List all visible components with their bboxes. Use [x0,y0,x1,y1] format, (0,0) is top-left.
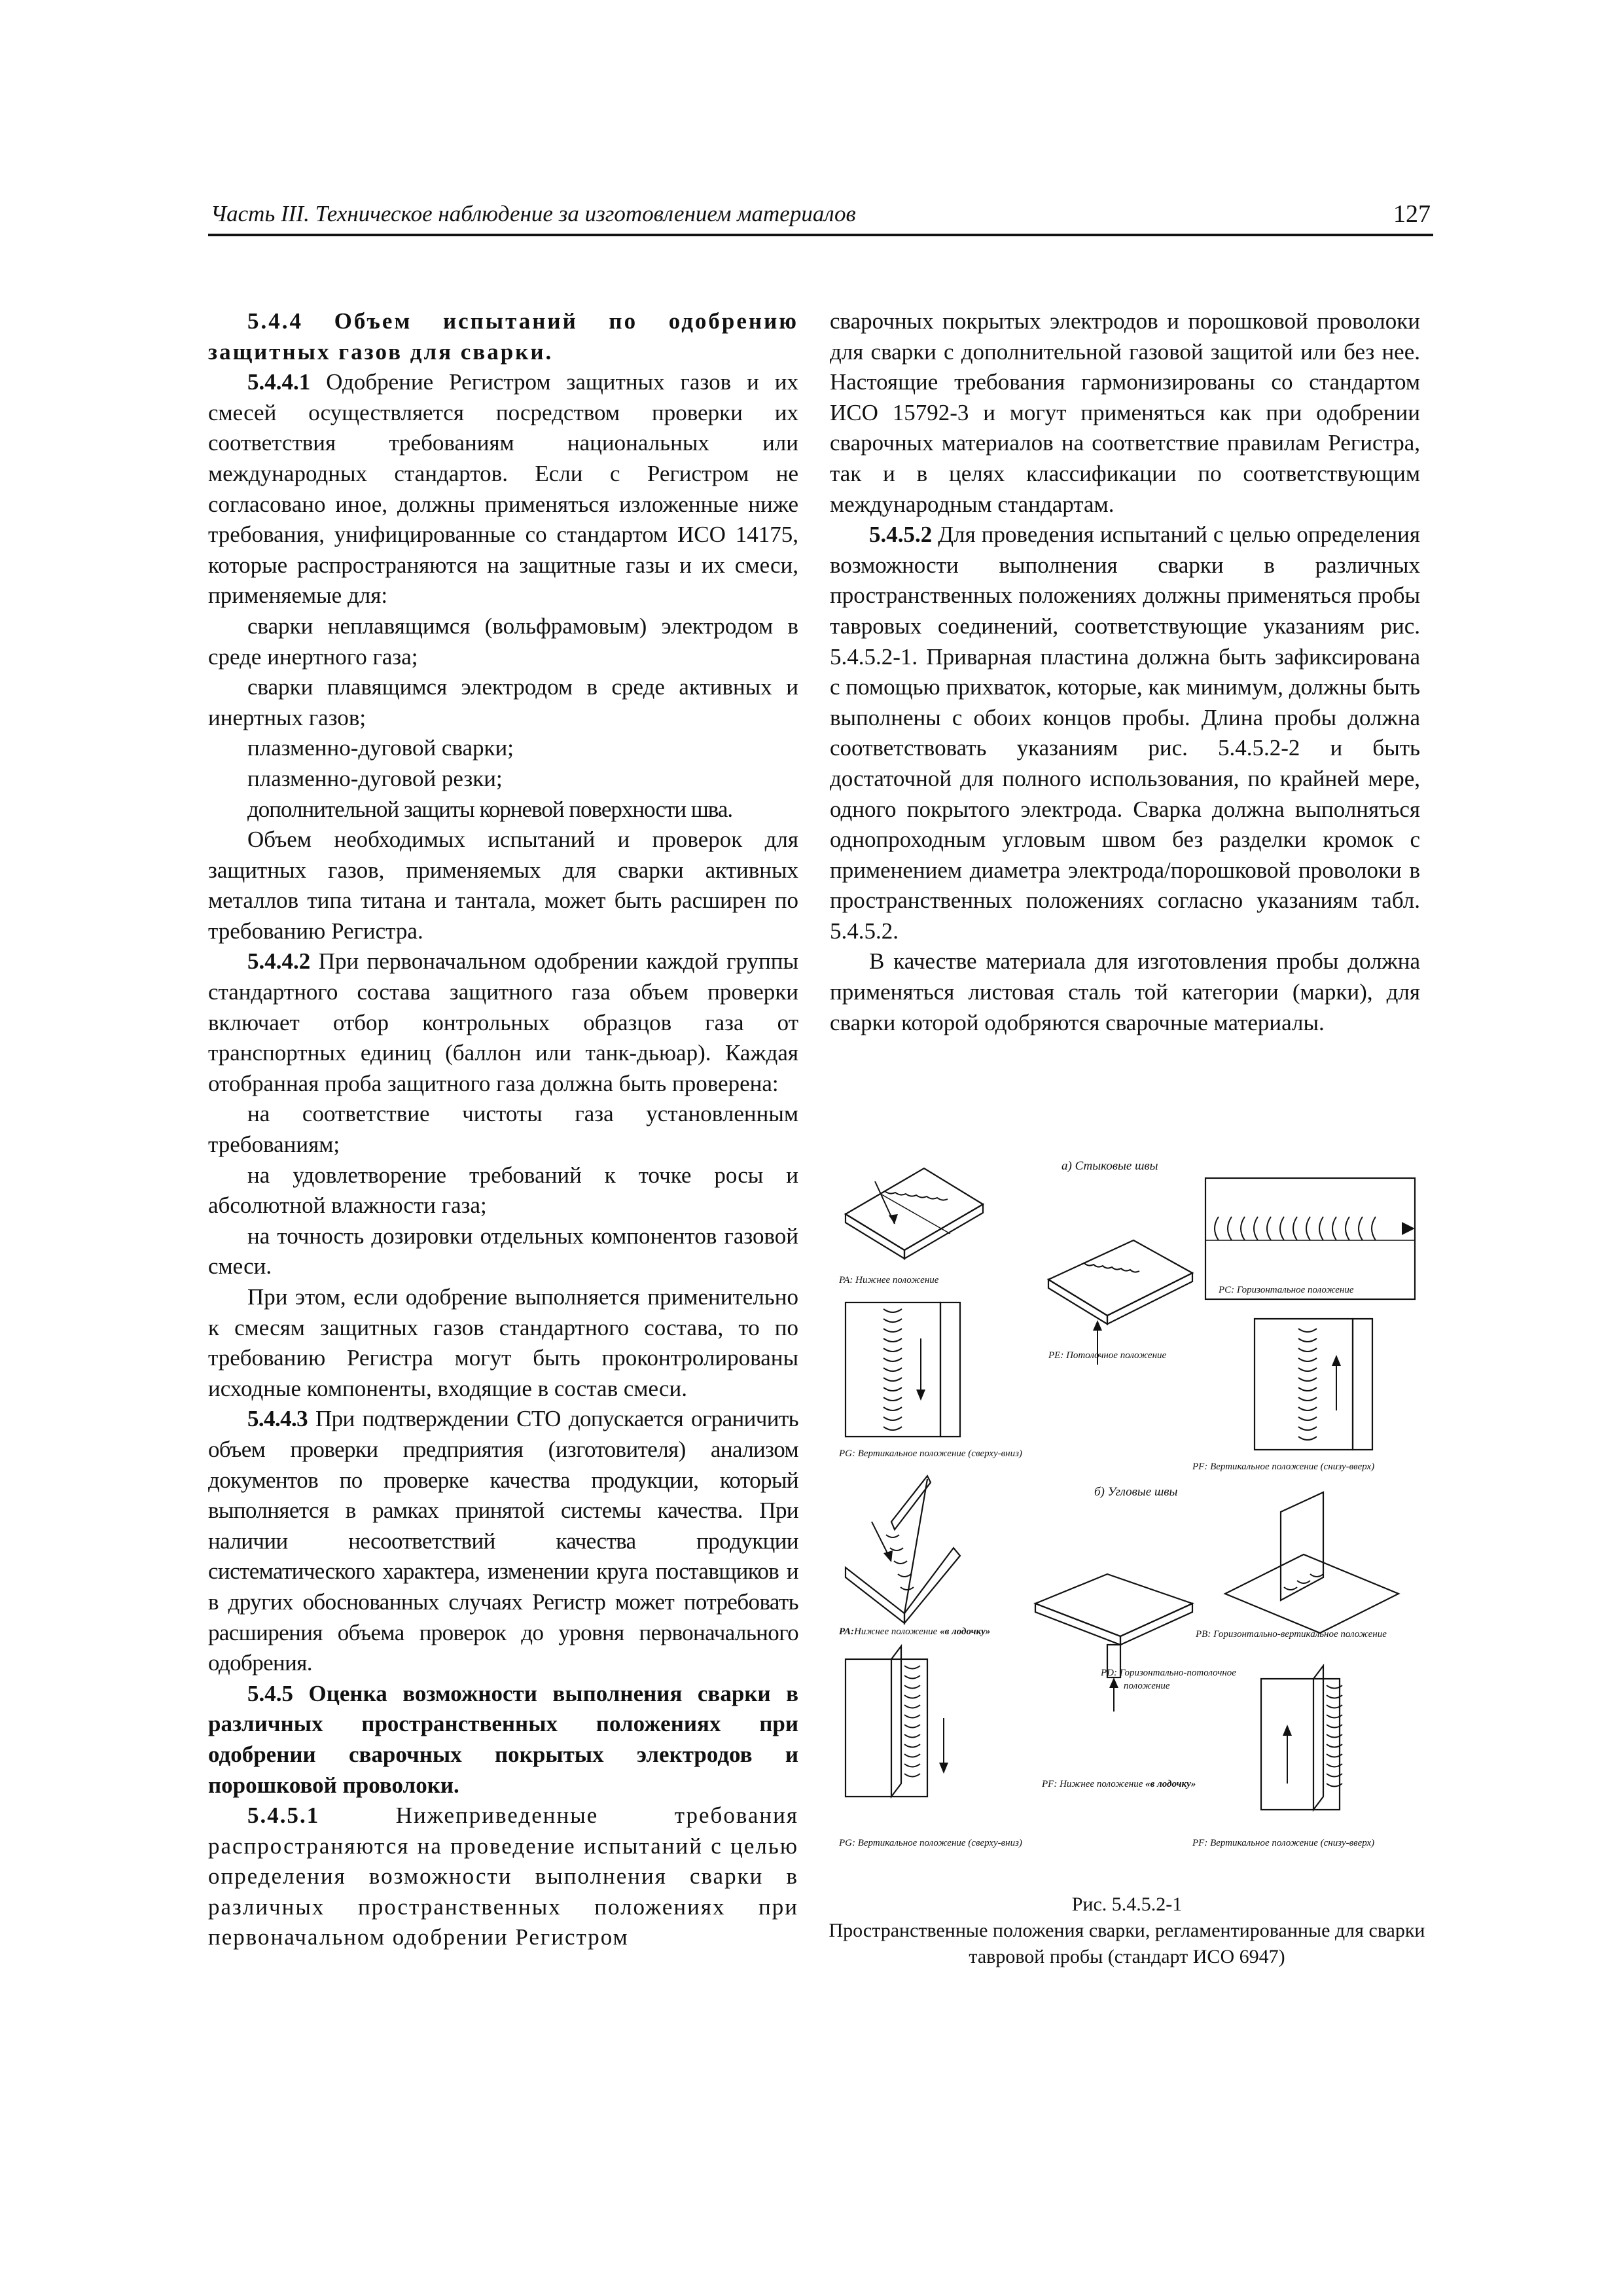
list-item: плазменно-дуговой резки; [247,765,503,791]
paragraph-5-4-4-1 [208,367,798,611]
label-pf-butt: PF: Вертикальное положение (снизу-вверх) [1192,1462,1375,1472]
paragraph-text: Нижеприведенные требования распространяются на проведение испытаний с целью определения возможности выполнения сварки в различных пространственных положениях при первоначальном одобрении Регистром [208,1803,798,1950]
paragraph: Объем необходимых испытаний и проверок для защитных газов, применяемых для сварки активных металлов типа титана и тантала, может быть расширен по требованию Регистра. [208,827,798,944]
clause-number: 5.4.5.1 [247,1803,320,1829]
list-item: сварки плавящимся электродом в среде активных и инертных газов; [208,674,798,730]
paragraph-text: Для проведения испытаний с целью определения возможности выполнения сварки в различных пространственных положениях должны применяться пробы тавровых соединений, соответствующие указаниям рис. 5.4.5.2-1. Приварная пластина должна быть зафиксирована с помощью прихваток, которые, как минимум, должны быть выполнены с обоих концов пробы. Длина пробы должна соответствовать указаниям рис. 5.4.5.2-2 и быть достаточной для полного использования, по крайней мере, одного покрытого электрода. Сварка должна выполняться однопроходным угловым швом без разделки кромок с применением диаметра электрода/порошковой проволоки в пространственных положениях согласно указаниям табл. 5.4.5.2. [830,522,1420,944]
running-header [208,200,1433,236]
left-column [208,306,798,1953]
welding-positions-figure [826,1142,1428,1882]
paragraph: При этом, если одобрение выполняется применительно к смесям защитных газов стандартного состава, то по требованию Регистра могут быть проконтролированы исходные компоненты, входящие в состав смеси. [208,1284,798,1401]
label-pf-fillet: PF: Вертикальное положение (снизу-вверх) [1192,1838,1375,1848]
pg-vertical-butt-sketch [846,1302,960,1437]
clause-number: 5.4.4.1 [247,369,311,395]
pb-horizontal-vertical-fillet-sketch [1225,1492,1399,1633]
figure-caption-text: Пространственные положения сварки, регламентированные для сварки тавровой пробы (стандарт ИСО 6947) [829,1920,1425,1967]
label-pa-fillet: PA:Нижнее положение «в лодочку» [839,1626,991,1637]
paragraph-5-4-4-3 [208,1404,798,1678]
paragraph-5-4-5-1 [208,1801,798,1953]
paragraph-text: При подтверждении СТО допускается ограничить объем проверки предприятия (изготовителя) анализом документов по проверке качества продукции, который выполняется в рамках принятой системы качества. При наличии несоответствий качества продукции систематического характера, изменении круга поставщиков и в других обоснованных случаях Регистр может потребовать расширения объема проверок до уровня первоначального одобрения. [208,1406,798,1676]
label-pd-fillet-2: положение [1124,1681,1170,1691]
list-item: сварки неплавящимся (вольфрамовым) электродом в среде инертного газа; [208,613,798,670]
right-column [830,306,1420,1038]
pc-horizontal-butt-sketch [1205,1178,1415,1299]
pe-overhead-butt-sketch [1048,1240,1192,1365]
pf-vertical-fillet-sketch [1261,1666,1342,1810]
paragraph-5-4-5-2 [830,520,1420,946]
clause-number: 5.4.4.3 [247,1406,308,1432]
list-item: на удовлетворение требований к точке росы и абсолютной влажности газа; [208,1162,798,1219]
pa-flat-butt-sketch [846,1168,983,1259]
label-pg-butt: PG: Вертикальное положение (сверху-вниз) [839,1448,1022,1459]
label-pf-fillet-boat: PF: Нижнее положение «в лодочку» [1042,1779,1196,1789]
paragraph: В качестве материала для изготовления пробы должна применяться листовая сталь той категории (марки), для сварки которой одобряются сварочные материалы. [830,948,1420,1035]
paragraph-text: Одобрение Регистром защитных газов и их смесей осуществляется посредством проверки их соответствия требованиям национальных или международных стандартов. Если с Регистром не согласовано иное, должны применяться изложенные ниже требования, унифицированные со стандартом ИСО 14175, которые распространяются на защитные газы и их смеси, применяемые для: [208,369,798,609]
page-number: 127 [1393,200,1431,228]
label-pb-fillet: PB: Горизонтально-вертикальное положение [1196,1629,1387,1640]
label-pd-fillet-1: PD: Горизонтально-потолочное [1101,1668,1236,1678]
running-header-title: Часть III. Техническое наблюдение за изготовлением материалов [211,201,856,226]
clause-number: 5.4.4.2 [247,948,311,975]
figure-number: Рис. 5.4.5.2-1 [1071,1893,1183,1915]
paragraph-continued: сварочных покрытых электродов и порошковой проволоки для сварки с дополнительной газовой защитой или без нее. Настоящие требования гармонизированы со стандартом ИСО 15792-3 и могут применяться как при одобрении сварочных материалов на соответствие правилам Регистра, так и в целях классификации по соответствующим международным стандартам. [830,308,1420,517]
figure-title-fillet: б) Угловые швы [1094,1485,1178,1499]
paragraph-text: При первоначальном одобрении каждой группы стандартного состава защитного газа объем проверки включает отбор контрольных образцов газа от транспортных единиц (баллон или танк-дьюар). Каждая отобранная проба защитного газа должна быть проверена: [208,948,798,1096]
figure-caption [826,1892,1428,1970]
label-pg-fillet: PG: Вертикальное положение (сверху-вниз) [839,1838,1022,1848]
figure-title-butt: а) Стыковые швы [1061,1159,1158,1173]
list-item: на точность дозировки отдельных компонентов газовой смеси. [208,1223,798,1280]
list-item: дополнительной защиты корневой поверхности шва. [247,796,733,822]
label-pe-butt: PE: Потолочное положение [1048,1350,1167,1361]
paragraph-5-4-4-2 [208,946,798,1099]
list-item: на соответствие чистоты газа установленным требованиям; [208,1101,798,1158]
figure-drawing [826,1142,1428,1882]
label-pa-butt: PA: Нижнее положение [839,1275,939,1285]
clause-number: 5.4.5.2 [869,522,933,548]
label-pc-butt: PC: Горизонтальное положение [1219,1285,1354,1295]
pa-flat-fillet-sketch [846,1476,960,1623]
section-heading-5-4-5: 5.4.5 Оценка возможности выполнения сварки в различных пространственных положениях при одобрении сварочных покрытых электродов и порошковой проволоки. [208,1680,798,1798]
section-heading-5-4-4: 5.4.4 Объем испытаний по одобрению защитных газов для сварки. [208,308,798,365]
pg-vertical-fillet-sketch [846,1646,948,1797]
list-item: плазменно-дуговой сварки; [247,735,514,761]
pf-vertical-butt-sketch [1255,1319,1372,1450]
